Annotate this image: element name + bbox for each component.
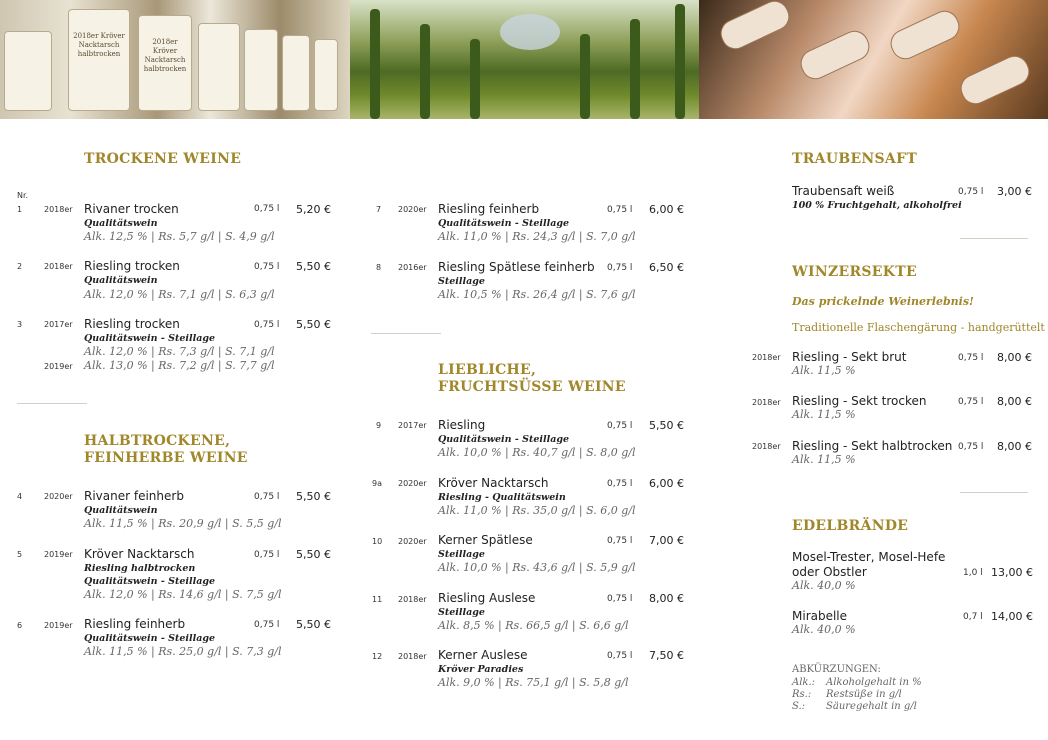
wine-number: 9	[376, 421, 382, 430]
wine-quality: Riesling - Qualitätswein	[438, 492, 566, 503]
juice-name: Traubensaft weiß	[792, 184, 895, 198]
wine-vineyard: Kröver Paradies	[438, 664, 524, 675]
wine-analysis: Alk. 10,5 % | Rs. 26,4 g/l | S. 7,6 g/l	[438, 288, 636, 301]
vine-image	[420, 24, 430, 119]
wine-volume: 0,75 l	[607, 594, 633, 604]
wine-analysis: Alk. 12,0 % | Rs. 14,6 g/l | S. 7,5 g/l	[84, 588, 282, 601]
wine-bottle-image	[314, 39, 338, 111]
juice-description: 100 % Fruchtgehalt, alkoholfrei	[792, 200, 962, 211]
bottle-label: 2018er Kröver Nacktarsch halbtrocken	[73, 32, 125, 58]
wine-volume: 0,75 l	[607, 421, 633, 431]
sekt-volume: 0,75 l	[958, 397, 984, 407]
banner-photo-bottles	[0, 0, 350, 119]
wine-number: 10	[372, 537, 383, 546]
wine-price: 5,50 €	[296, 548, 331, 561]
wine-number: 5	[17, 550, 23, 559]
heading-line: FEINHERBE WEINE	[84, 450, 248, 466]
spirit-name-line: Mosel-Trester, Mosel-Hefe	[792, 550, 946, 564]
abbreviation-key: Alk.:	[792, 677, 816, 688]
wine-price: 6,00 €	[649, 203, 684, 216]
wine-analysis: Alk. 12,5 % | Rs. 5,7 g/l | S. 4,9 g/l	[84, 230, 275, 243]
river-image	[500, 14, 560, 50]
wine-analysis: Alk. 12,0 % | Rs. 7,3 g/l | S. 7,1 g/l	[84, 345, 275, 358]
wine-vintage: 2019er	[44, 362, 73, 371]
wine-name: Kerner Spätlese	[438, 533, 533, 547]
wine-analysis: Alk. 10,0 % | Rs. 43,6 g/l | S. 5,9 g/l	[438, 561, 636, 574]
spirit-price: 14,00 €	[991, 610, 1033, 623]
sekt-tagline: Das prickelnde Weinerlebnis!	[792, 295, 974, 308]
sekt-bottle-image	[716, 0, 794, 54]
spirit-analysis: Alk. 40,0 %	[792, 579, 856, 592]
wine-volume: 0,75 l	[254, 262, 280, 272]
wine-number: 12	[372, 652, 383, 661]
wine-vintage: 2017er	[44, 320, 73, 329]
wine-vintage: 2020er	[398, 205, 427, 214]
wine-vintage: 2020er	[398, 479, 427, 488]
wine-number: 6	[17, 621, 23, 630]
wine-volume: 0,75 l	[607, 536, 633, 546]
sekt-price: 8,00 €	[997, 351, 1032, 364]
spirit-name	[792, 550, 945, 580]
wine-vintage: 2018er	[44, 262, 73, 271]
wine-name: Rivaner feinherb	[84, 489, 184, 503]
wine-vintage: 2020er	[398, 537, 427, 546]
nr-column-label: Nr.	[17, 191, 29, 200]
wine-analysis: Alk. 11,0 % | Rs. 35,0 g/l | S. 6,0 g/l	[438, 504, 636, 517]
wine-price: 5,50 €	[296, 618, 331, 631]
wine-price: 5,50 €	[296, 318, 331, 331]
wine-number: 2	[17, 262, 23, 271]
heading-line: HALBTROCKENE,	[84, 433, 231, 449]
sekt-volume: 0,75 l	[958, 442, 984, 452]
wine-name: Riesling feinherb	[84, 617, 186, 631]
sekt-analysis: Alk. 11,5 %	[792, 453, 856, 466]
wine-price: 5,50 €	[296, 260, 331, 273]
wine-quality: Qualitätswein - Steillage	[438, 218, 570, 229]
wine-vintage: 2019er	[44, 550, 73, 559]
wine-number: 8	[376, 263, 382, 272]
spirit-price: 13,00 €	[991, 566, 1033, 579]
wine-quality: Steillage	[438, 276, 485, 287]
spirit-name-line: oder Obstler	[792, 565, 867, 579]
sekt-name: Riesling - Sekt halbtrocken	[792, 439, 953, 453]
heading-line: LIEBLICHE,	[438, 362, 537, 378]
sekt-bottle-image	[886, 6, 964, 64]
divider	[371, 333, 441, 334]
abbreviation-value: Säuregehalt in g/l	[826, 701, 917, 712]
wine-vintage: 2018er	[398, 595, 427, 604]
wine-analysis: Alk. 11,0 % | Rs. 24,3 g/l | S. 7,0 g/l	[438, 230, 636, 243]
wine-name: Riesling trocken	[84, 259, 180, 273]
wine-volume: 0,75 l	[607, 205, 633, 215]
spirit-volume: 0,7 l	[963, 612, 983, 622]
wine-bottle-image	[4, 31, 52, 111]
sekt-vintage: 2018er	[752, 442, 781, 451]
wine-volume: 0,75 l	[607, 651, 633, 661]
wine-name: Riesling trocken	[84, 317, 180, 331]
abbreviation-key: Rs.:	[792, 689, 812, 700]
wine-price: 8,00 €	[649, 592, 684, 605]
wine-name: Riesling feinherb	[438, 202, 540, 216]
wine-vintage: 2017er	[398, 421, 427, 430]
wine-bottle-image	[68, 9, 130, 111]
wine-name: Rivaner trocken	[84, 202, 179, 216]
wine-bottle-image	[198, 23, 240, 111]
spirit-analysis: Alk. 40,0 %	[792, 623, 856, 636]
wine-volume: 0,75 l	[607, 479, 633, 489]
wine-price: 6,00 €	[649, 477, 684, 490]
sekt-price: 8,00 €	[997, 440, 1032, 453]
wine-volume: 0,75 l	[254, 204, 280, 214]
sekt-price: 8,00 €	[997, 395, 1032, 408]
vine-image	[470, 39, 480, 119]
wine-number: 7	[376, 205, 382, 214]
wine-vintage: 2016er	[398, 263, 427, 272]
wine-name: Riesling	[438, 418, 486, 432]
banner-photo-vineyard	[350, 0, 699, 119]
wine-name: Kröver Nacktarsch	[438, 476, 549, 490]
wine-vintage: 2020er	[44, 492, 73, 501]
spirit-volume: 1,0 l	[963, 568, 983, 578]
heading-line: FRUCHTSÜSSE WEINE	[438, 379, 626, 395]
wine-quality: Qualitätswein	[84, 505, 158, 516]
wine-quality: Qualitätswein	[84, 218, 158, 229]
juice-volume: 0,75 l	[958, 187, 984, 197]
wine-bottle-image	[282, 35, 310, 111]
abbreviation-value: Alkoholgehalt in %	[826, 677, 922, 688]
vine-image	[370, 9, 380, 119]
sekt-method: Traditionelle Flaschengärung - handgerüttelt	[792, 321, 1045, 334]
abbreviation-key: S.:	[792, 701, 806, 712]
wine-volume: 0,75 l	[254, 492, 280, 502]
wine-vintage: 2019er	[44, 621, 73, 630]
wine-analysis: Alk. 11,5 % | Rs. 25,0 g/l | S. 7,3 g/l	[84, 645, 282, 658]
wine-number: 11	[372, 595, 383, 604]
vine-image	[630, 19, 640, 119]
sekt-vintage: 2018er	[752, 398, 781, 407]
abbreviation-value: Restsüße in g/l	[826, 689, 902, 700]
banner-photo-sekt	[699, 0, 1048, 119]
sekt-bottle-image	[796, 26, 874, 84]
sekt-volume: 0,75 l	[958, 353, 984, 363]
abbreviations-title: ABKÜRZUNGEN:	[792, 664, 881, 675]
wine-quality: Qualitätswein - Steillage	[84, 333, 216, 344]
wine-volume: 0,75 l	[607, 263, 633, 273]
wine-name: Kröver Nacktarsch	[84, 547, 195, 561]
wine-number: 4	[17, 492, 23, 501]
wine-quality: Qualitätswein - Steillage	[84, 633, 216, 644]
wine-bottle-image	[138, 15, 192, 111]
wine-number: 9a	[372, 479, 382, 488]
vine-image	[580, 34, 590, 119]
wine-quality: Qualitätswein - Steillage	[438, 434, 570, 445]
wine-analysis: Alk. 8,5 % | Rs. 66,5 g/l | S. 6,6 g/l	[438, 619, 629, 632]
wine-name: Kerner Auslese	[438, 648, 528, 662]
wine-name: Riesling Spätlese feinherb	[438, 260, 595, 274]
wine-volume: 0,75 l	[254, 550, 280, 560]
wine-vintage: 2018er	[398, 652, 427, 661]
juice-price: 3,00 €	[997, 185, 1032, 198]
spirit-name: Mirabelle	[792, 609, 848, 623]
wine-analysis: Alk. 9,0 % | Rs. 75,1 g/l | S. 5,8 g/l	[438, 676, 629, 689]
wine-variety: Riesling halbtrocken	[84, 563, 196, 574]
wine-price: 5,50 €	[296, 490, 331, 503]
wine-price: 6,50 €	[649, 261, 684, 274]
section-heading-trockene-weine: TROCKENE WEINE	[84, 151, 242, 167]
section-heading-liebliche-weine	[438, 362, 626, 396]
sekt-analysis: Alk. 11,5 %	[792, 408, 856, 421]
wine-quality: Qualitätswein - Steillage	[84, 576, 216, 587]
wine-analysis: Alk. 10,0 % | Rs. 40,7 g/l | S. 8,0 g/l	[438, 446, 636, 459]
divider	[960, 238, 1028, 239]
wine-volume: 0,75 l	[254, 320, 280, 330]
divider	[960, 492, 1028, 493]
sekt-bottle-image	[956, 51, 1034, 109]
wine-price: 5,50 €	[649, 419, 684, 432]
wine-number: 3	[17, 320, 23, 329]
sekt-analysis: Alk. 11,5 %	[792, 364, 856, 377]
wine-analysis: Alk. 12,0 % | Rs. 7,1 g/l | S. 6,3 g/l	[84, 288, 275, 301]
wine-price: 5,20 €	[296, 203, 331, 216]
section-heading-edelbraende: EDELBRÄNDE	[792, 518, 909, 534]
wine-number: 1	[17, 205, 23, 214]
wine-quality: Steillage	[438, 607, 485, 618]
sekt-vintage: 2018er	[752, 353, 781, 362]
section-heading-winzersekte: WINZERSEKTE	[792, 264, 917, 280]
wine-bottle-image	[244, 29, 278, 111]
sekt-name: Riesling - Sekt trocken	[792, 394, 927, 408]
wine-quality: Steillage	[438, 549, 485, 560]
sekt-name: Riesling - Sekt brut	[792, 350, 907, 364]
wine-analysis: Alk. 13,0 % | Rs. 7,2 g/l | S. 7,7 g/l	[84, 359, 275, 372]
divider	[17, 403, 87, 404]
wine-analysis: Alk. 11,5 % | Rs. 20,9 g/l | S. 5,5 g/l	[84, 517, 282, 530]
section-heading-halbtrockene-weine	[84, 433, 248, 467]
wine-quality: Qualitätswein	[84, 275, 158, 286]
wine-name: Riesling Auslese	[438, 591, 536, 605]
wine-vintage: 2018er	[44, 205, 73, 214]
section-heading-traubensaft: TRAUBENSAFT	[792, 151, 918, 167]
wine-volume: 0,75 l	[254, 620, 280, 630]
wine-price: 7,00 €	[649, 534, 684, 547]
vine-image	[675, 4, 685, 119]
wine-price: 7,50 €	[649, 649, 684, 662]
bottle-label: 2018er Kröver Nacktarsch halbtrocken	[143, 38, 187, 73]
